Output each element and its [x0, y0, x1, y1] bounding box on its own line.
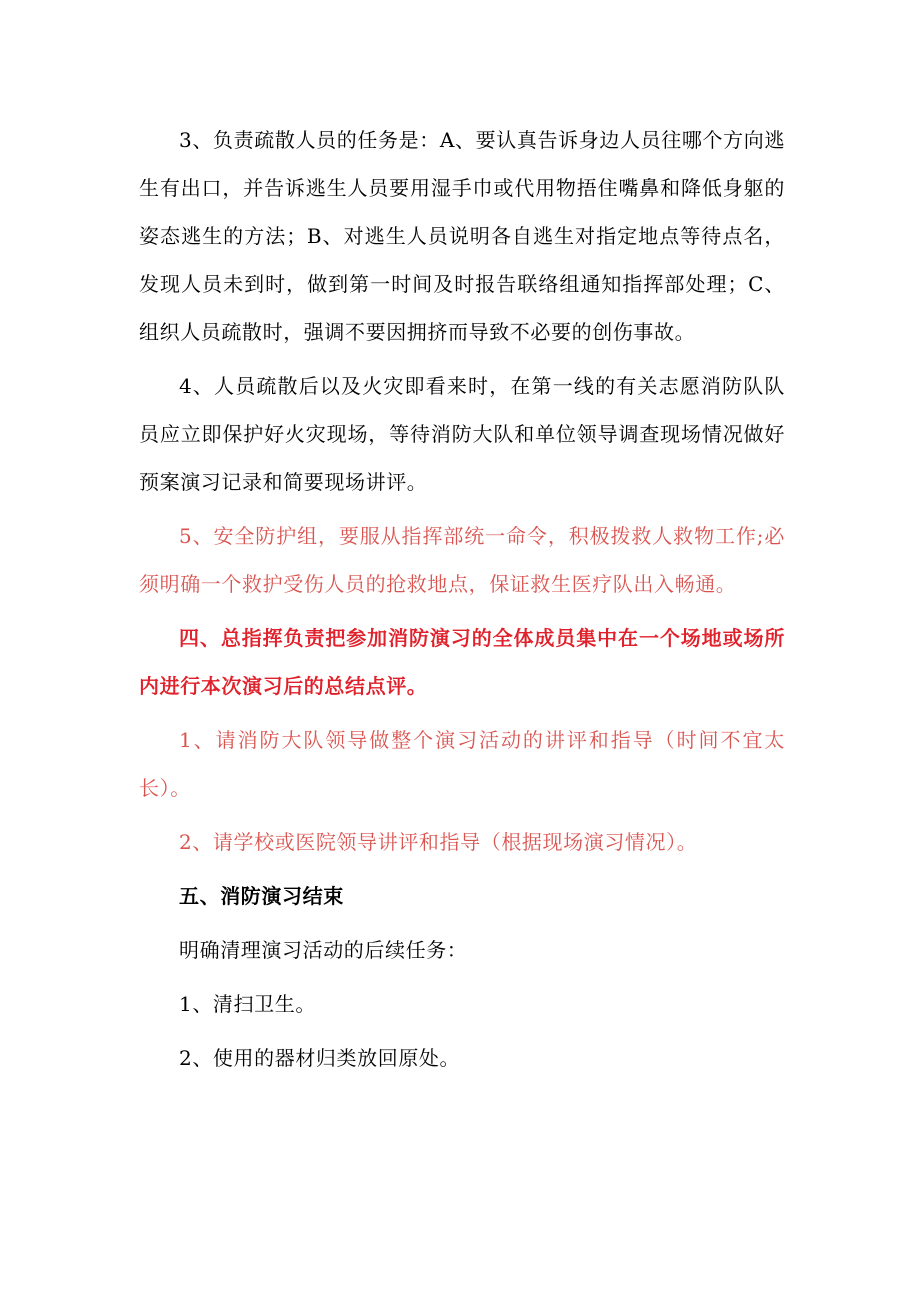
document-body: [139, 116, 785, 1082]
section-heading-drill-end: 五、消防演习结束: [179, 884, 344, 908]
list-item-clean-up: 1、清扫卫生。: [179, 992, 316, 1016]
paragraph-protect-fire-scene: 4、人员疏散后以及火灾即看来时，在第一线的有关志愿消防队队员应立即保护好火灾现场，等待消防大队和单位领导调查现场情况做好预案演习记录和简要现场讲评。: [139, 374, 785, 494]
paragraph-follow-up-tasks: 明确清理演习活动的后续任务：: [179, 938, 468, 962]
section-heading-summary-review: 四、总指挥负责把参加消防演习的全体成员集中在一个场地或场所内进行本次演习后的总结点评。: [139, 626, 785, 698]
paragraph-school-hospital-review: 2、请学校或医院领导讲评和指导（根据现场演习情况）。: [179, 830, 698, 854]
paragraph-fire-brigade-review: 1、请消防大队领导做整个演习活动的讲评和指导（时间不宜太长）。: [139, 728, 785, 800]
paragraph-safety-protection-group: 5、安全防护组，要服从指挥部统一命令，积极拨救人救物工作;必须明确一个救护受伤人员的抢救地点，保证救生医疗队出入畅通。: [139, 524, 785, 596]
list-item-return-equipment: 2、使用的器材归类放回原处。: [179, 1046, 461, 1070]
paragraph-evacuation-tasks: 3、负责疏散人员的任务是：A、要认真告诉身边人员往哪个方向逃生有出口，并告诉逃生人员要用湿手巾或代用物捂住嘴鼻和降低身躯的姿态逃生的方法；B、对逃生人员说明各自逃生对指定地点等待点名，发现人员未到时，做到第一时间及时报告联络组通知指挥部处理；C、组织人员疏散时，强调不要因拥挤而导致不必要的创伤事故。: [139, 128, 785, 344]
